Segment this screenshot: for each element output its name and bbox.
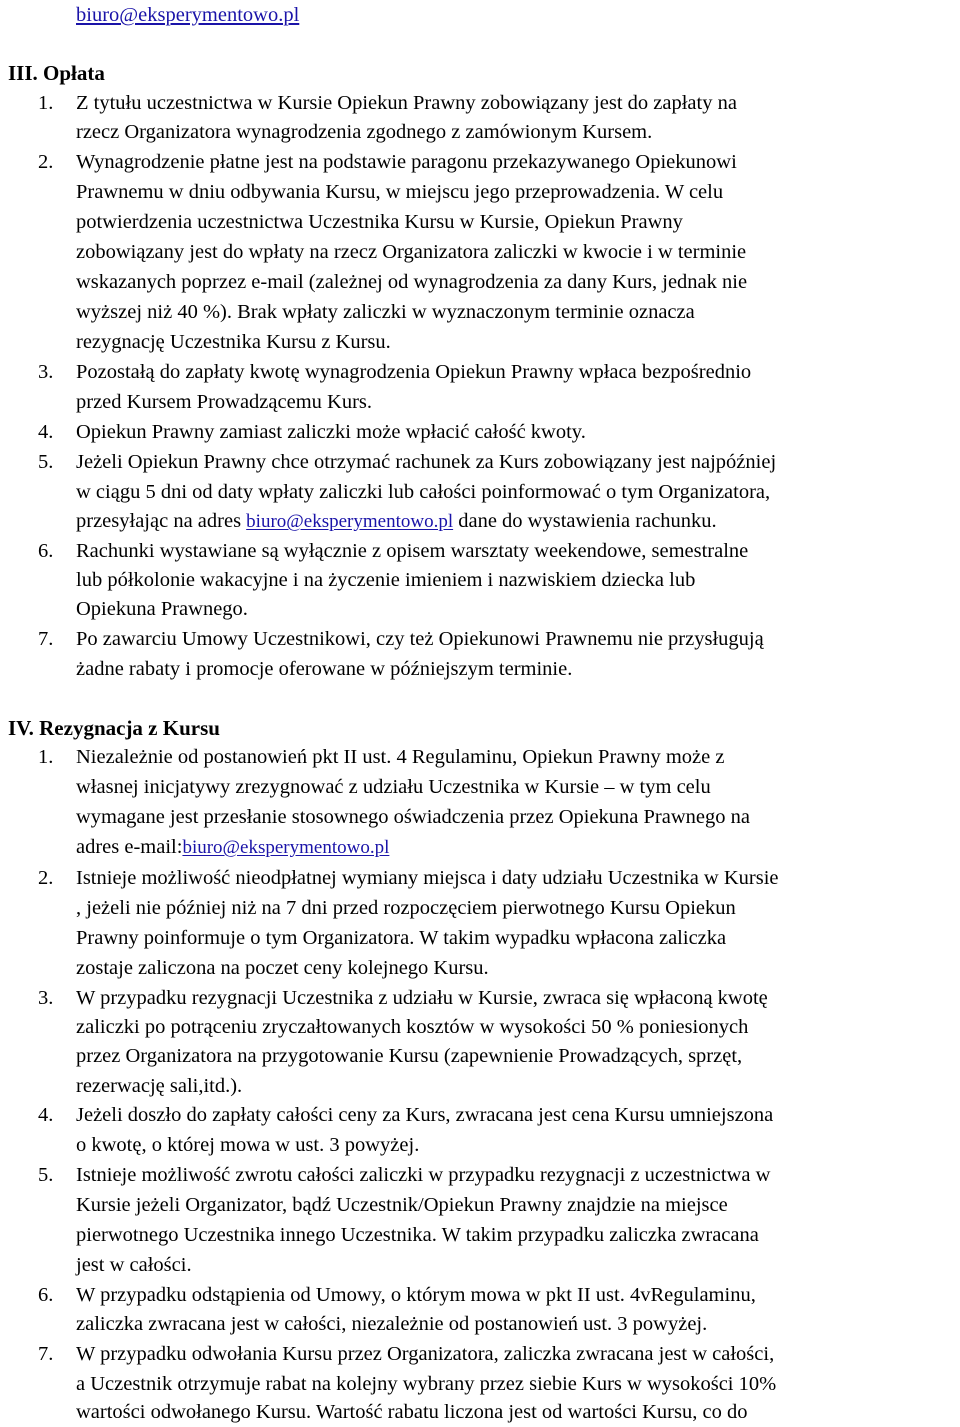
list-item-text: żadne rabaty i promocje oferowane w późniejszym terminie. xyxy=(76,658,573,680)
section-heading-rezygnacja: IV. Rezygnacja z Kursu xyxy=(8,716,220,740)
list-number: 3. xyxy=(38,361,54,383)
list-item-text: a Uczestnik otrzymuje rabat na kolejny wybrany przez siebie Kurs w wysokości 10% xyxy=(76,1373,777,1395)
list-number: 7. xyxy=(38,628,54,650)
list-item-text: rezerwację sali,itd.). xyxy=(76,1075,243,1097)
list-item-text: Jeżeli doszło do zapłaty całości ceny za Kurs, zwracana jest cena Kursu umniejszona xyxy=(76,1104,774,1126)
link-line-before: przesyłając na adres xyxy=(76,510,247,532)
list-number: 5. xyxy=(38,451,54,473)
list-item-text: W przypadku odstąpienia od Umowy, o którym mowa w pkt II ust. 4vRegulaminu, xyxy=(76,1284,756,1306)
list-item-text: Pozostałą do zapłaty kwotę wynagrodzenia Opiekun Prawny wpłaca bezpośrednio xyxy=(76,361,752,383)
list-number: 3. xyxy=(38,987,54,1009)
list-item-text: rzecz Organizatora wynagrodzenia zgodnego z zamówionym Kursem. xyxy=(76,121,653,143)
list-item-text: zostaje zaliczona na poczet ceny kolejnego Kursu. xyxy=(76,957,489,979)
link-line-before: adres e-mail: xyxy=(76,836,183,858)
email-link[interactable]: biuro@eksperymentowo.pl xyxy=(246,511,454,532)
list-number: 6. xyxy=(38,540,54,562)
list-item-text: rezygnację Uczestnika Kursu z Kursu. xyxy=(76,331,391,353)
list-item-text: potwierdzenia uczestnictwa Uczestnika Kursu w Kursie, Opiekun Prawny xyxy=(76,211,683,233)
list-number: 2. xyxy=(38,151,54,173)
list-number: 7. xyxy=(38,1343,54,1365)
list-item-text: Z tytułu uczestnictwa w Kursie Opiekun Prawny zobowiązany jest do zapłaty na xyxy=(76,92,737,114)
list-item-text: lub półkolonie wakacyjne i na życzenie imieniem i nazwiskiem dziecka lub xyxy=(76,569,696,591)
list-item-text: W przypadku odwołania Kursu przez Organizatora, zaliczka zwracana jest w całości, xyxy=(76,1343,775,1365)
list-item-text: o kwotę, o której mowa w ust. 3 powyżej. xyxy=(76,1134,420,1156)
list-item-text: Istnieje możliwość zwrotu całości zaliczki w przypadku rezygnacji z uczestnictwa w xyxy=(76,1164,771,1186)
section-heading-oplata: III. Opłata xyxy=(8,61,105,85)
list-item-text: w ciągu 5 dni od daty wpłaty zaliczki lub całości poinformować o tym Organizatora, xyxy=(76,481,771,503)
list-item-text: Opiekuna Prawnego. xyxy=(76,598,248,620)
list-number: 4. xyxy=(38,421,54,443)
list-item-text: wskazanych poprzez e-mail (zależnej od wynagrodzenia za dany Kurs, jednak nie xyxy=(76,271,748,293)
link-line-after: dane do wystawienia rachunku. xyxy=(453,510,717,532)
list-item-text: zaliczka zwracana jest w całości, niezależnie od postanowień ust. 3 powyżej. xyxy=(76,1313,708,1335)
list-number: 2. xyxy=(38,867,54,889)
list-number: 6. xyxy=(38,1284,54,1306)
list-item-text: Prawny poinformuje o tym Organizatora. W takim wypadku wpłacona zaliczka xyxy=(76,927,727,949)
list-item-text: jest w całości. xyxy=(76,1254,192,1276)
list-item-text: Rachunki wystawiane są wyłącznie z opisem warsztaty weekendowe, semestralne xyxy=(76,540,749,562)
list-item-text: Prawnemu w dniu odbywania Kursu, w miejscu jego przeprowadzenia. W celu xyxy=(76,181,724,203)
list-item-text-with-link xyxy=(76,832,389,862)
list-item-text: Opiekun Prawny zamiast zaliczki może wpłacić całość kwoty. xyxy=(76,421,586,443)
list-item-text: przez Organizatora na przygotowanie Kursu (zapewnienie Prowadzących, sprzęt, xyxy=(76,1045,743,1067)
list-item-text: zaliczki po potrąceniu zryczałtowanych kosztów w wysokości 50 % poniesionych xyxy=(76,1016,749,1038)
list-item-text: wymagane jest przesłanie stosownego oświadczenia przez Opiekuna Prawnego na xyxy=(76,806,750,828)
list-item-text: pierwotnego Uczestnika innego Uczestnika. W takim przypadku zaliczka zwracana xyxy=(76,1224,759,1246)
list-item-text: Wynagrodzenie płatne jest na podstawie paragonu przekazywanego Opiekunowi xyxy=(76,151,737,173)
list-number: 1. xyxy=(38,746,54,768)
list-item-text: wartości odwołanego Kursu. Wartość rabatu liczona jest od wartości Kursu, co do xyxy=(76,1401,748,1423)
email-link[interactable]: biuro@eksperymentowo.pl xyxy=(76,4,300,26)
list-item-text: , jeżeli nie później niż na 7 dni przed rozpoczęciem pierwotnego Kursu Opiekun xyxy=(76,897,736,919)
list-number: 1. xyxy=(38,92,54,114)
list-item-text: Jeżeli Opiekun Prawny chce otrzymać rachunek za Kurs zobowiązany jest najpóźniej xyxy=(76,451,777,473)
list-number: 4. xyxy=(38,1104,54,1126)
list-number: 5. xyxy=(38,1164,54,1186)
list-item-text: własnej inicjatywy zrezygnować z udziału Uczestnika w Kursie – w tym celu xyxy=(76,776,711,798)
list-item-text: Po zawarciu Umowy Uczestnikowi, czy też Opiekunowi Prawnemu nie przysługują xyxy=(76,628,764,650)
list-item-text: zobowiązany jest do wpłaty na rzecz Organizatora zaliczki w kwocie i w terminie xyxy=(76,241,747,263)
list-item-text-with-link xyxy=(76,506,717,536)
list-item-text: Kursie jeżeli Organizator, bądź Uczestnik/Opiekun Prawny znajdzie na miejsce xyxy=(76,1194,728,1216)
list-item-text: wyższej niż 40 %). Brak wpłaty zaliczki w wyznaczonym terminie oznacza xyxy=(76,301,695,323)
list-item-text: Niezależnie od postanowień pkt II ust. 4 Regulaminu, Opiekun Prawny może z xyxy=(76,746,725,768)
list-item-text: Istnieje możliwość nieodpłatnej wymiany miejsca i daty udziału Uczestnika w Kursie xyxy=(76,867,779,889)
list-item-text: przed Kursem Prowadzącemu Kurs. xyxy=(76,391,373,413)
email-link[interactable]: biuro@eksperymentowo.pl xyxy=(182,837,390,858)
list-item-text: W przypadku rezygnacji Uczestnika z udziału w Kursie, zwraca się wpłaconą kwotę xyxy=(76,987,768,1009)
